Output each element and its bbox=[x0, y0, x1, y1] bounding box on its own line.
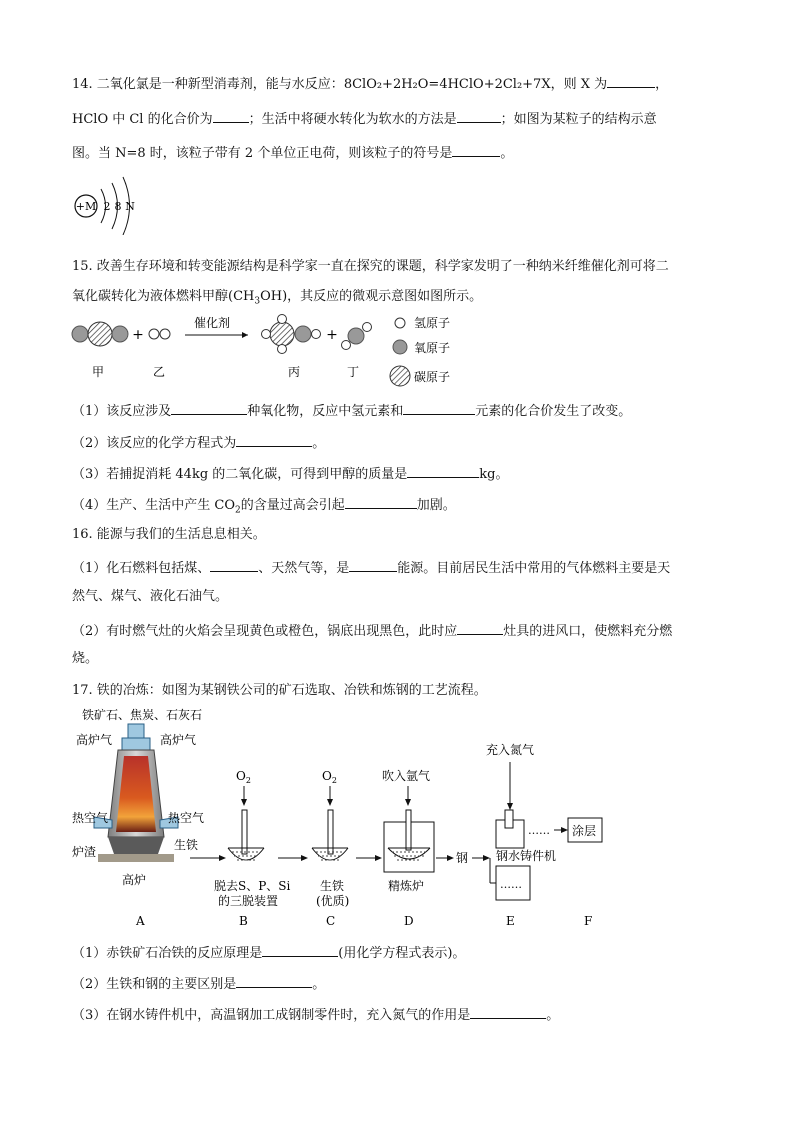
q15-text: （2）该反应的化学方程式为 bbox=[72, 436, 237, 451]
q15-text: 元素的化合价发生了改变。 bbox=[475, 404, 632, 419]
q14-text: ， bbox=[655, 77, 669, 92]
legend-hydrogen-icon bbox=[395, 318, 405, 328]
iron-process-diagram bbox=[66, 702, 646, 932]
q15-text: kg。 bbox=[479, 467, 509, 482]
q14-text: ，则 X 为 bbox=[550, 77, 608, 92]
caster-dots: …… bbox=[500, 878, 522, 891]
answer-blank[interactable] bbox=[349, 557, 397, 572]
q14-text: ；如图为某粒子的结构示意 bbox=[500, 112, 657, 127]
q17-text: 。 bbox=[546, 1008, 560, 1023]
answer-blank[interactable] bbox=[210, 557, 258, 572]
q16-p1 bbox=[72, 557, 670, 578]
q15-text: OH)，其反应的微观示意图如图所示。 bbox=[260, 289, 483, 304]
answer-blank[interactable] bbox=[470, 1004, 546, 1019]
name-ding: 丁 bbox=[346, 365, 360, 379]
answer-blank[interactable] bbox=[345, 494, 417, 509]
q15-sub: 2 bbox=[235, 505, 241, 516]
caster-label: 钢水铸件机 bbox=[496, 849, 557, 863]
q14-text: 14. 二氧化氯是一种新型消毒剂，能与水反应： bbox=[72, 77, 344, 92]
reaction-micro-diagram bbox=[70, 312, 490, 392]
q15-line2 bbox=[72, 288, 482, 311]
q15-text: 加剧。 bbox=[416, 498, 456, 513]
q15-text: 种氧化物，反应中氢元素和 bbox=[247, 404, 404, 419]
q16-text: （1）化石燃料包括煤、 bbox=[72, 561, 211, 576]
desulfurization-unit bbox=[228, 769, 264, 860]
q15-text: 的含量过高会引起 bbox=[240, 498, 345, 513]
letter-f: F bbox=[584, 914, 593, 928]
co2-molecule bbox=[72, 322, 128, 346]
b-label-line2: 的三脱装置 bbox=[218, 894, 279, 908]
furnace-gas-right: 高炉气 bbox=[160, 733, 197, 747]
c-label-line1: 生铁 bbox=[320, 879, 345, 893]
q14-text: 。 bbox=[500, 146, 514, 161]
atom-structure-diagram bbox=[70, 175, 150, 235]
nitrogen-label: 充入氮气 bbox=[486, 743, 535, 757]
answer-blank[interactable] bbox=[607, 73, 655, 88]
q17-line1: 17. 铁的冶炼：如图为某钢铁公司的矿石选取、冶铁和炼钢的工艺流程。 bbox=[72, 683, 487, 698]
c-o2-label: $O_2$ bbox=[322, 769, 337, 785]
q16-text: （2）有时燃气灶的火焰会呈现黄色或橙色，锅底出现黑色，此时应 bbox=[72, 624, 458, 639]
q14-text: HClO 中 Cl 的化合价为 bbox=[72, 112, 213, 127]
q15-text: （4）生产、生活中产生 CO bbox=[72, 498, 236, 513]
answer-blank[interactable] bbox=[407, 463, 479, 478]
q16-p1-cont: 然气、煤气、液化石油气。 bbox=[72, 589, 229, 604]
name-bing: 丙 bbox=[287, 365, 301, 379]
shell3-count: N bbox=[125, 200, 135, 213]
q16-p2 bbox=[72, 620, 672, 641]
plus-sign: + bbox=[132, 327, 144, 343]
letter-e: E bbox=[506, 914, 515, 928]
q16-text: 能源。目前居民生活中常用的气体燃料主要是天 bbox=[397, 561, 671, 576]
q15-p3 bbox=[72, 463, 508, 484]
coating-label: 涂层 bbox=[572, 824, 597, 838]
h2-molecule bbox=[149, 329, 170, 339]
plus-sign: + bbox=[326, 327, 338, 343]
answer-blank[interactable] bbox=[213, 108, 249, 123]
q15-sub: 3 bbox=[254, 296, 261, 307]
q16-line1: 16. 能源与我们的生活息息相关。 bbox=[72, 527, 266, 542]
q14-line1 bbox=[72, 73, 668, 94]
quality-pig-iron-unit bbox=[312, 769, 348, 860]
q17-p1 bbox=[72, 942, 465, 963]
q15-p4 bbox=[72, 494, 456, 520]
q15-text: （3）若捕捉消耗 44kg 的二氧化碳，可得到甲醇的质量是 bbox=[72, 467, 408, 482]
q17-p3 bbox=[72, 1004, 559, 1025]
hot-air-right: 热空气 bbox=[168, 811, 205, 825]
answer-blank[interactable] bbox=[457, 108, 501, 123]
letter-a: A bbox=[136, 914, 145, 928]
c-label-line2: (优质) bbox=[316, 894, 350, 908]
answer-blank[interactable] bbox=[236, 973, 312, 988]
q14-line3 bbox=[72, 142, 513, 163]
q15-line1: 15. 改善生存环境和转变能源结构是科学家一直在探究的课题，科学家发明了一种纳米纤维催化剂可将二 bbox=[72, 259, 669, 274]
legend-carbon: 碳原子 bbox=[414, 370, 451, 384]
legend-carbon-icon bbox=[390, 366, 410, 386]
q14-equation: 8ClO₂+2H₂O=4HClO+2Cl₂+7X bbox=[343, 77, 551, 92]
answer-blank[interactable] bbox=[262, 942, 338, 957]
q15-text: 。 bbox=[312, 436, 326, 451]
answer-blank[interactable] bbox=[457, 620, 503, 635]
answer-blank[interactable] bbox=[403, 400, 475, 415]
refine-label: 精炼炉 bbox=[388, 879, 425, 893]
methanol-molecule bbox=[262, 315, 321, 354]
name-jia: 甲 bbox=[91, 365, 105, 379]
legend-oxygen-icon bbox=[393, 340, 407, 354]
b-label-line1: 脱去S、P、Si bbox=[214, 879, 291, 893]
answer-blank[interactable] bbox=[452, 142, 500, 157]
argon-label: 吹入氩气 bbox=[382, 769, 431, 783]
q16-text: 、天然气等，是 bbox=[258, 561, 350, 576]
shell1-count: 2 bbox=[103, 200, 111, 213]
q15-text: （1）该反应涉及 bbox=[72, 404, 172, 419]
q17-text: 。 bbox=[312, 977, 326, 992]
q17-text: （1）赤铁矿石冶铁的反应原理是 bbox=[72, 946, 263, 961]
q15-p1 bbox=[72, 400, 631, 421]
q16-text: 灶具的进风口，使燃料充分燃 bbox=[503, 624, 673, 639]
answer-blank[interactable] bbox=[171, 400, 247, 415]
legend-oxygen: 氧原子 bbox=[414, 341, 451, 355]
q15-text: 氧化碳转化为液体燃料甲醇(CH bbox=[72, 289, 255, 304]
catalyst-label: 催化剂 bbox=[193, 316, 231, 330]
answer-blank[interactable] bbox=[236, 432, 312, 447]
q17-p2 bbox=[72, 973, 325, 994]
q15-p2 bbox=[72, 432, 325, 453]
q14-text: 图。当 N=8 时，该粒子带有 2 个单位正电荷，则该粒子的符号是 bbox=[72, 146, 453, 161]
slag-label: 炉渣 bbox=[72, 845, 97, 859]
q17-text: （3）在钢水铸件机中，高温钢加工成钢制零件时，充入氮气的作用是 bbox=[72, 1008, 471, 1023]
furnace-gas-left: 高炉气 bbox=[76, 733, 113, 747]
q14-text: ；生活中将硬水转化为软水的方法是 bbox=[248, 112, 457, 127]
letter-c: C bbox=[326, 914, 336, 928]
q17-text: （2）生铁和钢的主要区别是 bbox=[72, 977, 237, 992]
furnace-top-label: 铁矿石、焦炭、石灰石 bbox=[82, 708, 203, 722]
atom-nucleus-label: +M bbox=[75, 200, 97, 213]
steel-caster bbox=[486, 742, 556, 900]
refining-furnace bbox=[382, 768, 434, 872]
q16-p2-cont: 烧。 bbox=[72, 651, 99, 666]
pig-iron-label: 生铁 bbox=[174, 838, 199, 852]
letter-b: B bbox=[239, 914, 248, 928]
furnace-label: 高炉 bbox=[122, 873, 147, 887]
q17-text: (用化学方程式表示)。 bbox=[338, 946, 466, 961]
q14-line2 bbox=[72, 108, 657, 129]
caster-to-coating-dots: …… bbox=[528, 824, 550, 837]
name-yi: 乙 bbox=[152, 365, 166, 379]
hot-air-left: 热空气 bbox=[72, 811, 109, 825]
steel-label: 钢 bbox=[456, 851, 469, 865]
letter-d: D bbox=[404, 914, 414, 928]
b-o2-label: $O_2$ bbox=[236, 769, 251, 785]
water-molecule bbox=[342, 323, 372, 350]
legend-hydrogen: 氢原子 bbox=[414, 316, 451, 330]
coating-box bbox=[568, 818, 602, 842]
shell2-count: 8 bbox=[114, 200, 122, 213]
